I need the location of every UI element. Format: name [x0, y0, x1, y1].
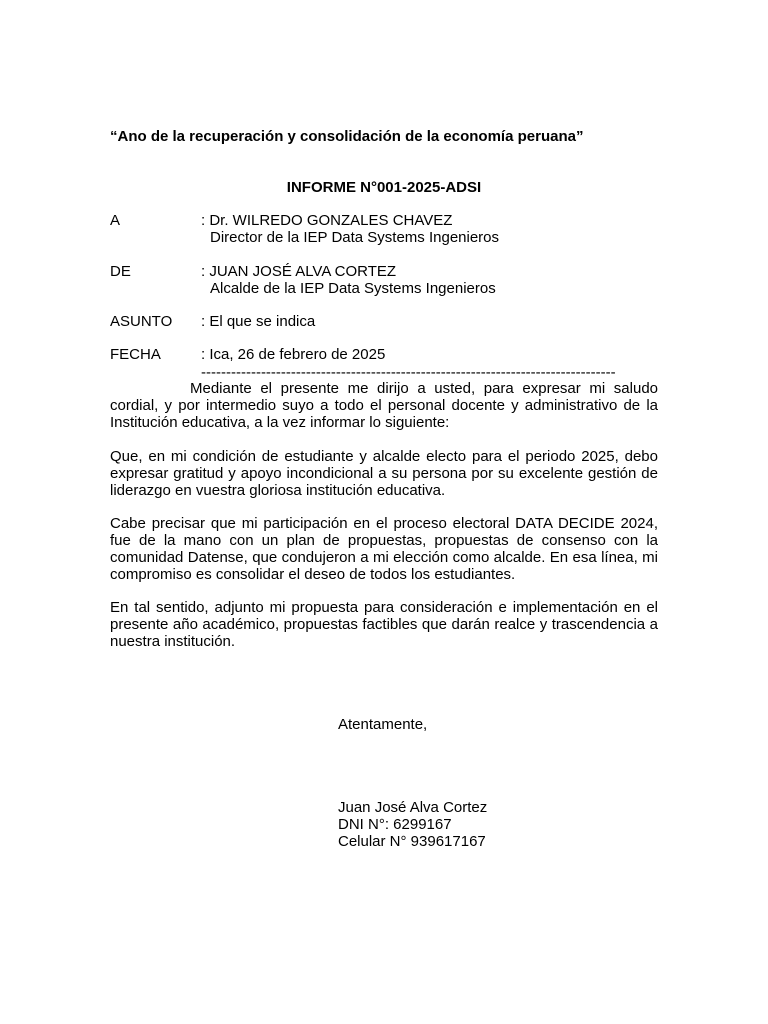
body-paragraph-2: Que, en mi condición de estudiante y alcalde electo para el periodo 2025, debo expresar gratitud y apoyo incondicional a su persona por su excelente gestión de liderazgo en vuestra gloriosa institución educativa. — [110, 448, 658, 499]
recipient-label: A — [110, 212, 121, 229]
body-paragraph-1: Mediante el presente me dirijo a usted, para expresar mi saludo cordial, y por intermedio suyo a todo el personal docente y administrativo de la Institución educativa, a la vez informar lo siguiente: — [110, 380, 658, 431]
sender-position: Alcalde de la IEP Data Systems Ingenieros — [210, 280, 496, 297]
sender-label: DE — [110, 263, 131, 280]
year-motto: “Ano de la recuperación y consolidación de la economía peruana” — [110, 128, 584, 145]
subject-value: : El que se indica — [201, 313, 316, 330]
sender-name: : JUAN JOSÉ ALVA CORTEZ — [201, 263, 397, 280]
signature-dni: DNI N°: 6299167 — [338, 816, 452, 833]
body-paragraph-4: En tal sentido, adjunto mi propuesta para consideración e implementación en el presente año académico, propuestas factibles que darán realce y trascendencia a nuestra institución. — [110, 599, 658, 650]
signature-phone: Celular N° 939617167 — [338, 833, 486, 850]
report-title: INFORME N°001-2025-ADSI — [286, 179, 482, 196]
closing-salutation: Atentamente, — [338, 716, 428, 733]
body-paragraph-3: Cabe precisar que mi participación en el proceso electoral DATA DECIDE 2024, fue de la mano con un plan de propuestas, propuestas de consenso con la comunidad Datense, que condujeron a mi elección como alcalde. En esa línea, mi compromiso es consolidar el deseo de todos los estudiantes. — [110, 515, 658, 583]
header-divider: ----------------------------------------------------------------------------------- — [201, 364, 616, 381]
date-value: : Ica, 26 de febrero de 2025 — [201, 346, 386, 363]
date-label: FECHA — [110, 346, 161, 363]
recipient-position: Director de la IEP Data Systems Ingenieros — [210, 229, 500, 246]
recipient-name: : Dr. WILREDO GONZALES CHAVEZ — [201, 212, 453, 229]
subject-label: ASUNTO — [110, 313, 173, 330]
signature-name: Juan José Alva Cortez — [338, 799, 488, 816]
